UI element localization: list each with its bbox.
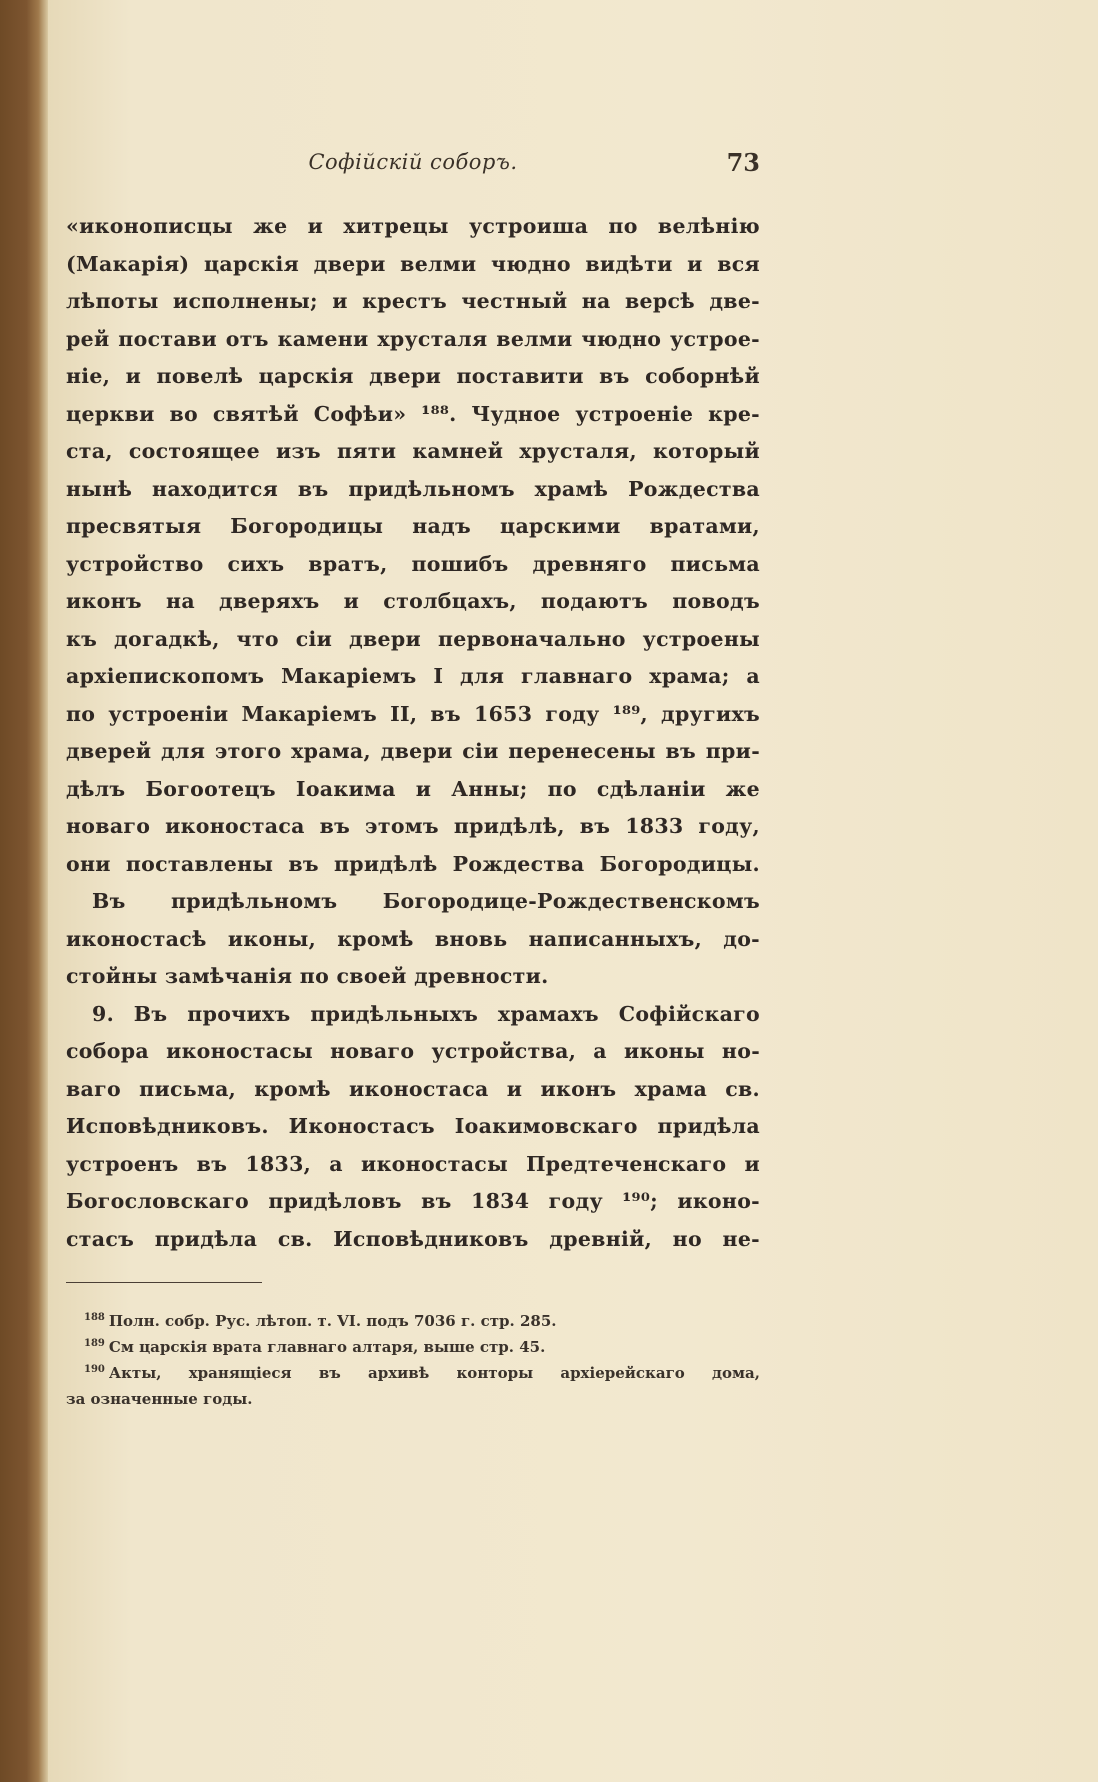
page-number: 73 (726, 148, 760, 177)
text-line: церкви во святѣй Софѣи» ¹⁸⁸. Чудное устроеніе кре- (66, 401, 760, 426)
text-line: ваго письма, кромѣ иконостаса и иконъ храма св. (66, 1076, 760, 1101)
text-line: они поставлены въ придѣлѣ Рождества Богородицы. (66, 851, 760, 876)
body-text (66, 208, 760, 1258)
footnote-number: 188 (84, 1312, 105, 1323)
page-header (66, 148, 760, 178)
text-line: рей постави отъ камени хрусталя велми чюдно устрое- (66, 326, 760, 351)
book-spine (0, 0, 48, 1782)
text-line: лѣпоты исполнены; и крестъ честный на версѣ две- (66, 289, 760, 313)
text-line: пресвятыя Богородицы надъ царскими вратами, (66, 514, 760, 538)
footnote (66, 1308, 760, 1334)
text-line: стойны замѣчанія по своей древности. (66, 964, 549, 988)
footnote-text: за означенные годы. (66, 1390, 253, 1408)
footnote (66, 1360, 760, 1386)
text-line: «иконописцы же и хитрецы устроиша по велѣнію (66, 214, 760, 238)
text-line: устроенъ въ 1833, а иконостасы Предтеченскаго и (66, 1151, 760, 1176)
text-line: архіепископомъ Макаріемъ I для главнаго храма; а (66, 664, 760, 688)
footnote-continuation (66, 1386, 760, 1412)
text-line: Въ придѣльномъ Богородице-Рождественскомъ (92, 889, 760, 913)
text-line: нынѣ находится въ придѣльномъ храмѣ Рождества (66, 476, 760, 501)
text-line: Богословскаго придѣловъ въ 1834 году ¹⁹⁰; иконо- (66, 1189, 760, 1213)
text-line: ста, состоящее изъ пяти камней хрусталя, который (66, 439, 760, 463)
footnote-text: Полн. собр. Рус. лѣтоп. т. VI. подъ 7036 г. стр. 285. (108, 1312, 557, 1330)
text-line: къ догадкѣ, что сіи двери первоначально устроены (66, 626, 760, 651)
text-line: (Макарія) царскія двери велми чюдно видѣти и вся (66, 251, 760, 276)
footnotes (66, 1308, 760, 1412)
text-line: дверей для этого храма, двери сіи перенесены въ при- (66, 739, 760, 763)
footnote-text: Акты, хранящіеся въ архивѣ конторы архіерейскаго дома, (108, 1364, 760, 1382)
text-line: новаго иконостаса въ этомъ придѣлѣ, въ 1833 году, (66, 814, 760, 838)
running-title: Софійскій соборъ. (308, 150, 518, 174)
text-line: собора иконостасы новаго устройства, а иконы но- (66, 1039, 760, 1063)
text-line: Исповѣдниковъ. Иконостасъ Іоакимовскаго придѣла (66, 1114, 760, 1138)
footnote-number: 189 (84, 1338, 105, 1349)
text-line: по устроеніи Макаріемъ II, въ 1653 году ¹⁸⁹, другихъ (66, 701, 760, 726)
text-line: иконъ на дверяхъ и столбцахъ, подаютъ поводъ (66, 589, 760, 613)
text-line: 9. Въ прочихъ придѣльныхъ храмахъ Софійскаго (92, 1001, 760, 1026)
text-line: устройство сихъ вратъ, пошибъ древняго письма (66, 551, 760, 576)
footnote (66, 1334, 760, 1360)
footnote-divider (66, 1282, 262, 1283)
text-line: ніе, и повелѣ царскія двери поставити въ соборнѣй (66, 364, 760, 388)
text-line: дѣлъ Богоотецъ Іоакима и Анны; по сдѣланіи же (66, 776, 760, 801)
text-line: стасъ придѣла св. Исповѣдниковъ древній, но не- (66, 1226, 760, 1251)
text-line: иконостасѣ иконы, кромѣ вновь написанныхъ, до- (66, 926, 760, 951)
footnote-text: См царскія врата главнаго алтаря, выше стр. 45. (108, 1338, 546, 1356)
footnote-number: 190 (84, 1364, 105, 1375)
